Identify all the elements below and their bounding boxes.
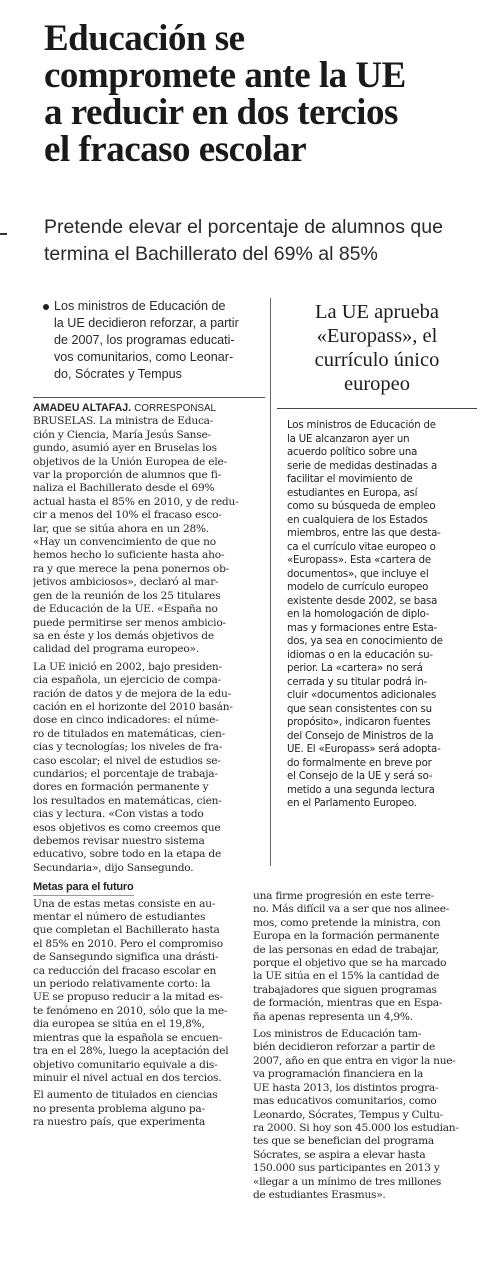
headline-line: compromete ante la UE	[44, 55, 406, 96]
article-line: dores en formación permanente y	[33, 781, 209, 794]
article-line: Una de estas metas consiste en au-	[33, 897, 216, 910]
article-line: El aumento de titulados en ciencias	[33, 1089, 218, 1102]
summary-line: la UE decidieron reforzar, a partir	[54, 316, 239, 330]
article-line: objetivos de la Unión Europea de ele-	[33, 455, 227, 468]
article-line: cundarios; el porcentaje de trabaja-	[33, 767, 218, 780]
headline	[44, 20, 474, 168]
article-line: te fenómeno en 2010, sólo que la me-	[33, 1004, 228, 1017]
article-paragraph-3	[33, 898, 265, 1086]
box-title-line: La UE aprueba	[314, 301, 440, 323]
box-line: cluir «documentos adicionales	[287, 690, 437, 701]
box-title	[277, 300, 477, 396]
article-line: porque el objetivo que se ha marcado	[253, 957, 447, 970]
article-line: la UE sitúa en el 15% la cantidad de	[253, 970, 440, 983]
article-line: mientras que la española se encuen-	[33, 1031, 222, 1044]
box-line: en la homologación de diplo-	[287, 609, 430, 620]
article-line: ra 2000. Si hoy son 45.000 los estudian-	[253, 1121, 459, 1134]
article-line: Los ministros de Educación tam-	[253, 1028, 422, 1041]
article-line: ña apenas representa un 4,9%.	[253, 1010, 413, 1023]
article-line: puede permitirse ser menos ambicio-	[33, 616, 226, 629]
box-line: cerrada y su titular podrá in-	[287, 676, 428, 688]
article-line: bién decidieron reforzar a partir de	[253, 1041, 436, 1054]
article-line: hemos hecho lo suficiente hasta aho-	[33, 549, 225, 562]
article-line: gundo, asumió ayer en Bruselas los	[33, 442, 217, 455]
article-line: no presenta problema alguno pa-	[33, 1102, 205, 1115]
article-line: lar, que se sitúa ahora en un 28%.	[33, 522, 210, 535]
box-line: modelo de currículo europeo	[287, 582, 429, 593]
article-line: cación en el horizonte del 2010 basán-	[33, 700, 233, 713]
summary-line: do, Sócrates y Tempus	[54, 367, 182, 381]
box-line: UE. El «Europass» será adopta-	[287, 744, 441, 755]
article-line: va programación financiera en la	[253, 1068, 424, 1081]
article-line: sa en éste y los demás objetivos de	[33, 629, 214, 642]
article-line: var la proporción de alumnos que fi-	[33, 469, 222, 482]
article-line: dia europea se sitúa en el 19,8%,	[33, 1018, 205, 1031]
main-article	[33, 298, 265, 1130]
article-line: mentar el número de estudiantes	[33, 911, 206, 924]
headline-line: a reducir en dos tercios	[44, 92, 398, 133]
continuation-paragraph-2	[253, 1028, 478, 1202]
article-line: UE se propuso reducir a la mitad es-	[33, 991, 223, 1004]
box-line: la UE alcanzaron ayer un	[287, 433, 410, 445]
box-line: estudiantes en Europa, así	[287, 487, 418, 499]
box-line: documentos», que incluye el	[287, 568, 429, 580]
article-line: de estudiantes Erasmus».	[253, 1188, 386, 1201]
article-line: ción y Ciencia, María Jesús Sanse-	[33, 428, 211, 441]
box-line: propósito», indicaron fuentes	[287, 717, 431, 728]
article-line: 150.000 sus participantes en 2013 y	[253, 1162, 440, 1175]
article-line: ración de datos y de mejora de la edu-	[33, 687, 232, 700]
article-line: el 85% en 2010. Pero el compromiso	[33, 937, 223, 950]
article-line: La UE inició en 2002, bajo presiden-	[33, 660, 222, 673]
box-line: del Consejo de Ministros de la	[287, 730, 434, 742]
article-line: «llegar a un mínimo de tres millones	[253, 1175, 442, 1188]
box-title-line: currículo único	[314, 349, 440, 371]
article-line: ra nuestro país, que experimenta	[33, 1116, 206, 1129]
article-line: actual hasta el 85% en 2010, y de redu-	[33, 495, 239, 508]
article-line: trabajadores que siguen programas	[253, 983, 437, 996]
article-line: los resultados en matemáticas, cien-	[33, 794, 222, 807]
article-line: Sócrates, se aspira a elevar hasta	[253, 1148, 426, 1161]
box-line: acuerdo político sobre una	[287, 447, 418, 458]
article-paragraph-2	[33, 661, 265, 876]
article-line: ca reducción del fracaso escolar en	[33, 964, 217, 977]
box-line: metido a una segunda lectura	[287, 784, 435, 796]
article-line: de Sansegundo significa una drásti-	[33, 951, 219, 964]
article-line: debemos revisar nuestro sistema	[33, 835, 205, 847]
margin-mark	[0, 233, 7, 235]
box-line: en cualquiera de los Estados	[287, 514, 428, 526]
article-line: mas educativos comunitarios, como	[253, 1095, 437, 1108]
subheadline-line: Pretende elevar el porcentaje de alumnos que	[44, 216, 443, 238]
article-line: de las personas en edad de trabajar,	[253, 943, 439, 956]
bullet-icon	[43, 304, 49, 310]
subheadline-line: termina el Bachillerato del 69% al 85%	[44, 243, 378, 265]
box-line: dos, ya sea en conocimiento de	[287, 636, 443, 647]
article-line: esos objetivos es como creemos que	[33, 821, 221, 834]
box-line: do formalmente en breve por	[287, 757, 432, 769]
box-line: serie de medidas destinadas a	[287, 460, 438, 472]
article-line: de formación, mientras que en Espa-	[253, 997, 443, 1010]
article-line: una firme progresión en este terre-	[253, 890, 434, 902]
box-line: perior. La «cartera» no será	[287, 663, 423, 674]
article-paragraph-1	[33, 415, 265, 656]
article-line: ro de titulados en matemáticas, cien-	[33, 727, 225, 740]
box-line: miembros, entre las que desta-	[287, 528, 441, 539]
article-line: «Hay un convencimiento de que no	[33, 536, 216, 549]
article-line: educativo, sobre todo en la etapa de	[33, 848, 222, 861]
sidebar-box	[277, 298, 477, 811]
byline: AMADEU ALTAFAJ.	[33, 402, 132, 414]
headline-line: Educación se	[44, 18, 245, 59]
article-line: BRUSELAS. La ministra de Educa-	[33, 415, 214, 428]
article-paragraph-4	[33, 1089, 265, 1129]
article-line: Europa en la formación permanente	[253, 930, 440, 943]
continuation-paragraph-1	[253, 890, 478, 1024]
summary-line: de 2007, los programas educati-	[54, 333, 235, 347]
article-line: ra y que merece la pena ponernos ob-	[33, 562, 230, 575]
box-line: que sean consistentes con su	[287, 703, 432, 715]
box-line: el Consejo de la UE y será so-	[287, 771, 433, 782]
box-line: facilitar el movimiento de	[287, 474, 413, 485]
article-line: dose en cinco indicadores: el núme-	[33, 714, 219, 727]
summary-line: vos comunitarios, como Leonar-	[54, 350, 234, 364]
article-line: de Educación de la UE. «España no	[33, 603, 218, 616]
section-title: Metas para el futuro	[33, 881, 134, 895]
column-divider	[270, 298, 271, 866]
summary-line: Los ministros de Educación de	[54, 299, 226, 313]
box-line: Los ministros de Educación de	[287, 420, 436, 431]
article-line: Leonardo, Sócrates, Tempus y Cultu-	[253, 1108, 443, 1121]
article-line: tra en el 28%, luego la aceptación del	[33, 1045, 229, 1058]
article-line: 2007, año en que entra en vigor la nue-	[253, 1054, 456, 1067]
box-line: ca el currículo vitae europeo o	[287, 541, 436, 553]
box-text	[277, 419, 477, 811]
box-title-line: «Europass», el	[316, 325, 438, 347]
article-line: tes que se benefician del programa	[253, 1135, 434, 1148]
article-line: Secundaria», dijo Sansegundo.	[33, 861, 194, 874]
correspondent: CORRESPONSAL	[134, 403, 216, 414]
article-line: cias y tecnologías; los niveles de fra-	[33, 741, 223, 754]
summary-text	[54, 298, 239, 383]
article-line: mos, como pretende la ministra, con	[253, 916, 441, 929]
box-line: en el Parlamento Europeo.	[287, 798, 417, 809]
box-line: como su búsqueda de empleo	[287, 501, 436, 512]
article-line: caso escolar; el nivel de estudios se-	[33, 754, 221, 767]
summary	[33, 298, 265, 383]
article-line: objetivo comunitario equivale a dis-	[33, 1058, 218, 1071]
article-line: que completan el Bachillerato hasta	[33, 924, 220, 937]
article-line: un periodo relativamente corto: la	[33, 978, 211, 991]
article-line: UE hasta 2013, los distintos progra-	[253, 1081, 439, 1094]
article-line: jetivos ambiciosos», declaró al mar-	[33, 576, 219, 589]
subheadline	[44, 214, 484, 268]
box-line: idiomas o en la educación su-	[287, 649, 433, 661]
article-line: calidad del programa europeo».	[33, 643, 200, 656]
box-line: mas y formaciones entre Esta-	[287, 622, 437, 634]
article-line: no. Más difícil va a ser que nos alinee-	[253, 903, 450, 916]
box-line: «Europass». Esta «cartera de	[287, 555, 431, 566]
box-rule	[277, 408, 477, 409]
article-line: cias y lectura. «Con vistas a todo	[33, 808, 204, 821]
article-line: gen de la reunión de los 25 titulares	[33, 589, 221, 602]
summary-rule	[33, 397, 265, 398]
article-line: cir a menos del 10% el fracaso esco-	[33, 509, 222, 522]
box-line: existente desde 2002, se basa	[287, 595, 438, 607]
article-body	[33, 402, 265, 1130]
box-title-line: europeo	[343, 373, 411, 395]
article-continuation	[253, 890, 478, 1202]
headline-line: el fracaso escolar	[44, 129, 307, 170]
article-line: naliza el Bachillerato desde el 69%	[33, 482, 215, 495]
article-line: minuir el nivel actual en dos tercios.	[33, 1071, 222, 1084]
article-line: cia española, un ejercicio de compa-	[33, 674, 221, 687]
